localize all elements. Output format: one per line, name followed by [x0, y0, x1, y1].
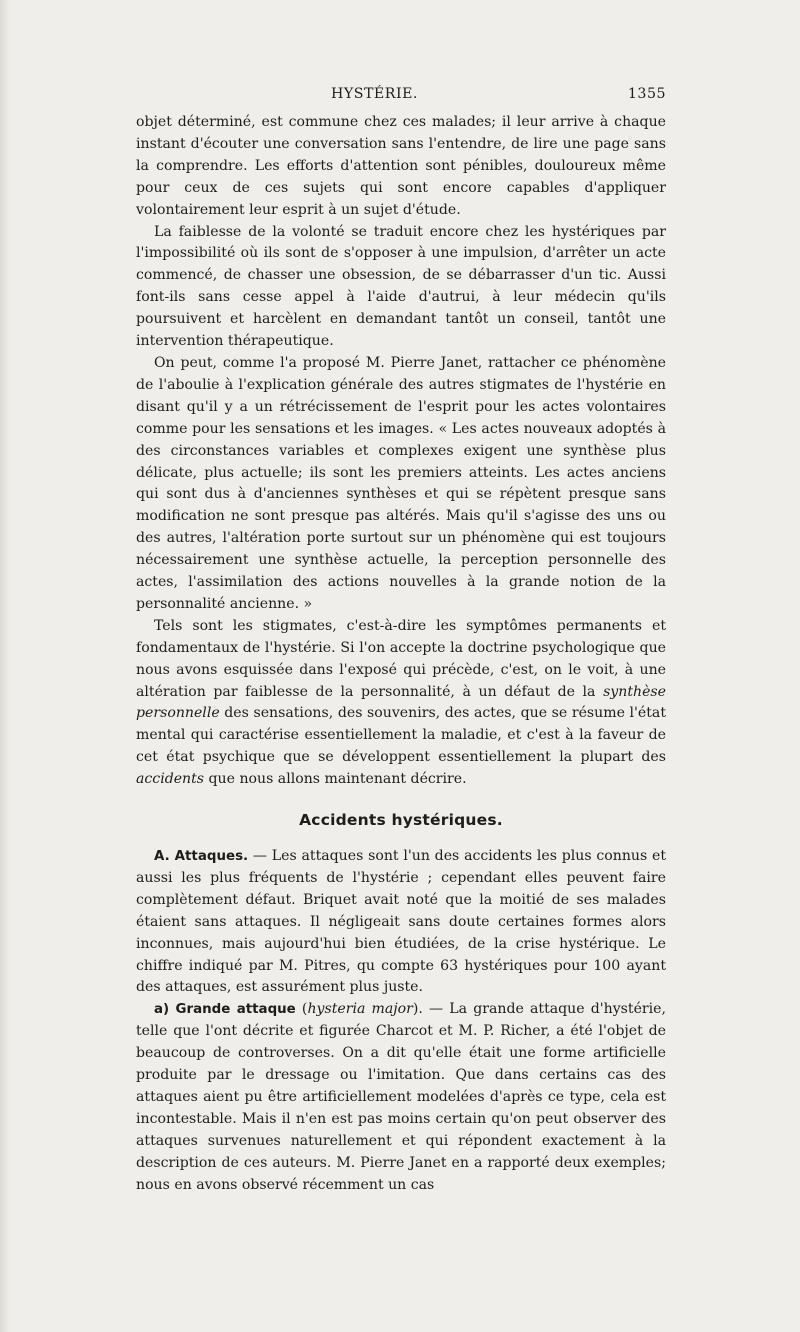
text-run: que nous allons maintenant décrire.: [204, 771, 467, 788]
emphasis-accidents: accidents: [136, 771, 205, 788]
emphasis-latin: hysteria major: [307, 1001, 413, 1018]
emphasis-synthese: synthèse personnelle: [136, 683, 666, 722]
run-in-heading-attaques: A. Attaques.: [154, 849, 249, 864]
text-run: ). — La grande attaque d'hystérie, telle que l'ont décrite et figurée Charcot et M. P. Richer, a été l'objet de beaucoup de controverses. On a dit qu'elle était une forme artificielle produite par le dressage ou l'imitation. Que dans certains cas des attaques aient pu être artificiellement modelées d'après ce type, cela est incontestable. Mais il n'en est pas moins certain qu'on peut observer des attaques survenues naturellement et qui répondent exactement à la description de ces auteurs. M. Pierre Janet en a rapporté deux exemples; nous en avons observé récemment un cas: [136, 1001, 666, 1193]
page-number: 1355: [627, 86, 666, 102]
running-header: [136, 86, 666, 108]
paragraph-stigmates: [136, 616, 666, 791]
paragraph-continuation: objet déterminé, est commune chez ces malades; il leur arrive à chaque instant d'écouter une conversation sans l'entendre, de lire une page sans la comprendre. Les efforts d'attention sont pénibles, douloureux même pour ceux de ces sujets qui sont encore capables d'appliquer volontairement leur esprit à un sujet d'étude.: [136, 114, 666, 218]
paragraph-attaques: [136, 846, 666, 999]
section-heading: Accidents hystériques.: [299, 811, 503, 830]
run-in-heading-grande-attaque: a) Grande attaque: [154, 1002, 296, 1018]
paragraph-volonte: La faiblesse de la volonté se traduit encore chez les hystériques par l'impossibilité où ils sont de s'opposer à une impulsion, d'arrêter un acte commencé, de chasser une obsession, de se débarrasser d'un tic. Aussi font-ils sans cesse appel à l'aide d'autrui, à leur médecin qu'ils poursuivent et harcèlent en demandant tantôt un conseil, tantôt une intervention thérapeutique.: [136, 223, 666, 350]
text-run: — Les attaques sont l'un des accidents les plus connus et aussi les plus fréquents de l'hystérie ; cependant elles peuvent faire complètement défaut. Briquet avait noté que la moitié de ses malades étaient sans attaques. Il négligeait sans doute certaines formes alors inconnues, mais aujourd'hui bien étudiées, de la crise hystérique. Le chiffre indiqué par M. Pitres, qu compte 63 hystériques pour 100 ayant des attaques, est assurément plus juste.: [136, 848, 667, 996]
body-text: [136, 112, 666, 1197]
paragraph-aboulie: On peut, comme l'a proposé M. Pierre Janet, rattacher ce phénomène de l'aboulie à l'explication générale des autres stigmates de l'hystérie en disant qu'il y a un rétrécissement de l'esprit pour les actes volontaires comme pour les sensations et les images. « Les actes nouveaux adoptés à des circonstances variables et complexes exigent une synthèse plus délicate, plus actuelle; ils sont les premiers atteints. Les actes anciens qui sont dus à d'anciennes synthèses et qui se répètent presque sans modification ne sont presque pas altérés. Mais qu'il s'agisse des uns ou des autres, l'altération porte surtout sur un phénomène qui est toujours nécessairement une synthèse actuelle, la perception personnelle des actes, l'assimilation des actions nouvelles à la grande notion de la personnalité ancienne. »: [136, 354, 666, 612]
paragraph-grande-attaque: [136, 999, 666, 1196]
text-run: Tels sont les stigmates, c'est-à-dire les symptômes permanents et fondamentaux de l'hystérie. Si l'on accepte la doctrine psychologique que nous avons esquissée dans l'exposé qui précède, c'est, on le voit, à une altération par faiblesse de la personnalité, à un défaut de la: [136, 617, 666, 700]
text-run: des sensations, des souvenirs, des actes, que se résume l'état mental qui caractérise essentiellement la maladie, et c'est à la faveur de cet état psychique que se développent essentiellement la plupart des: [136, 705, 666, 766]
text-run: (: [295, 1001, 308, 1018]
running-title: HYSTÉRIE.: [331, 86, 418, 102]
